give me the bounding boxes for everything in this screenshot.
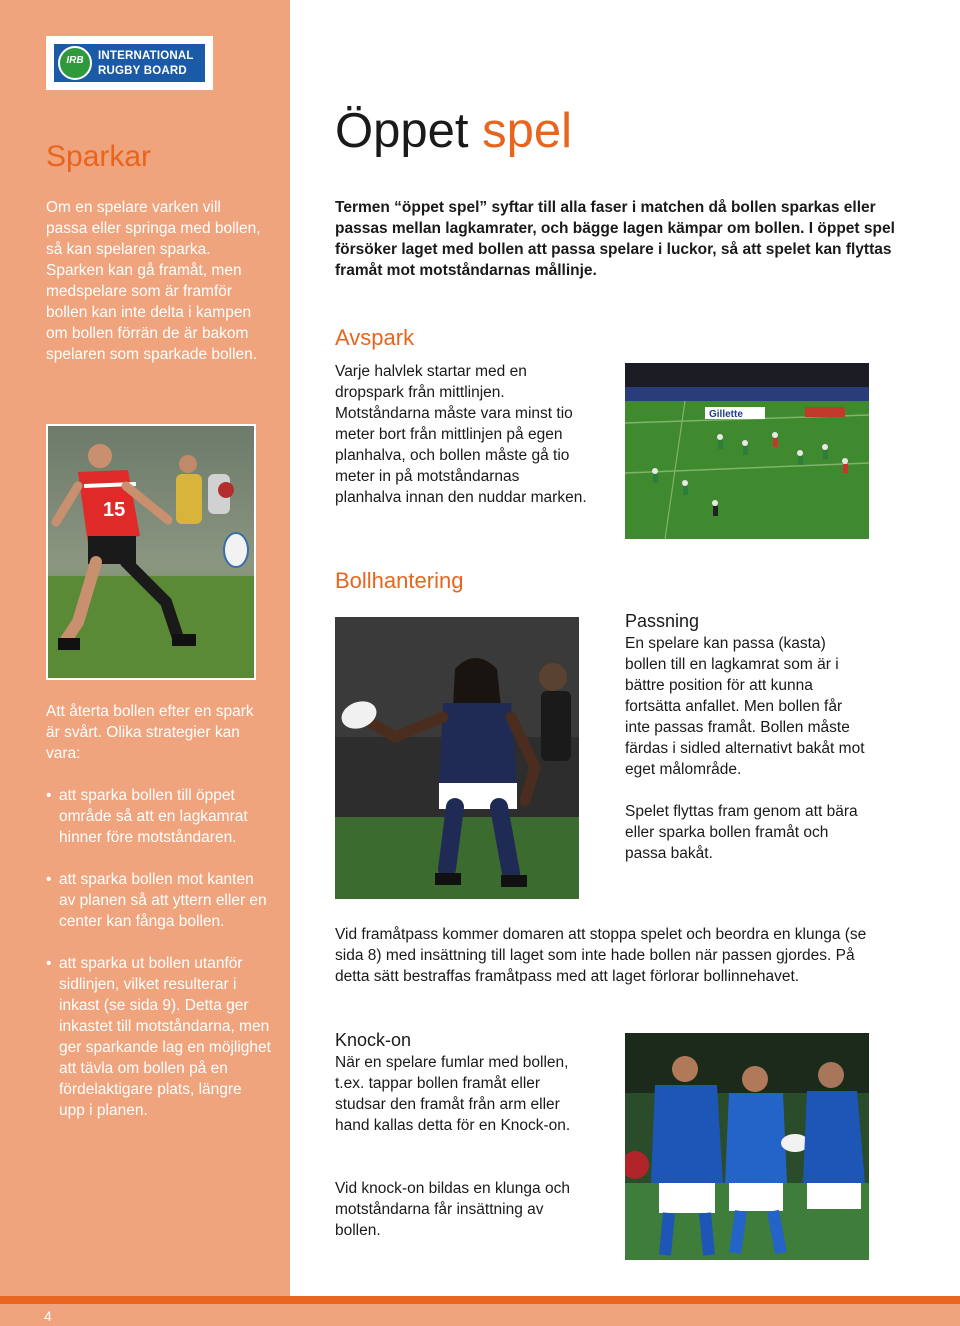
passing-photo-illustration [335,617,579,899]
ad-board-text: Gillette [709,409,743,420]
kickoff-photo [625,363,869,539]
page-title [335,103,572,159]
kick-strategy-list [46,785,271,1142]
knockon-heading: Knock-on [335,1030,412,1050]
irb-logo [46,36,213,90]
list-item-text: att sparka bollen till öppet område så att en lagkamrat hinner före motståndaren. [59,787,248,846]
logo-line1: INTERNATIONAL [98,50,194,62]
knockon-photo-illustration [625,1033,869,1260]
list-item-text: att sparka bollen mot kanten av planen så att yttern eller en center kan fånga bollen. [59,871,267,930]
bullet-icon: • [46,955,52,972]
passning-text-2: Spelet flyttas fram genom att bära eller sparka bollen framåt och passa bakåt. [625,803,858,862]
bullet-icon: • [46,871,52,888]
intro-paragraph: Termen “öppet spel” syftar till alla faser i matchen då bollen sparkas eller passas mellan lagkamrater, och bägge lagen kämpar om bollen. I öppet spel försöker laget med bollen att passa spelare i luckor, så att spelet kan flyttas framåt mot motståndarnas mållinje. [335,199,895,279]
list-item [46,869,271,932]
bullet-icon: • [46,787,52,804]
footer-bar [0,1296,960,1326]
knockon-text-2: Vid knock-on bildas en klunga och motståndarna får insättning av bollen. [335,1180,570,1239]
sidebar-recover-text: Att återta bollen efter en spark är svårt. Olika strategier kan vara: [46,703,254,762]
avspark-text: Varje halvlek startar med en dropspark från mittlinjen. Motståndarna måste vara minst tio meter bort från mittlinjen på egen planhalva, och bollen måste gå tio meter in på motståndarnas planhalva innan den nuddar marken. [335,363,587,506]
page-number: 4 [44,1308,52,1324]
forward-pass-text: Vid framåtpass kommer domaren att stoppa spelet och beordra en klunga (se sida 8) med insättning till laget som inte hade bollen när passen gjordes. På detta sätt bestraffas framåtpass med att laget förlorar bollinnehavet. [335,926,867,985]
passing-photo [335,617,579,899]
sidebar-intro: Om en spelare varken vill passa eller springa med bollen, så kan spelaren sparka. Sparken kan gå framåt, men medspelare som är framför bollen kan inte delta i kampen om bollen förrän de är bakom spelaren som sparkade bollen. [46,199,261,363]
kicker-photo-illustration [48,426,254,678]
knockon-photo [625,1033,869,1260]
kicker-jersey-number: 15 [103,499,126,521]
sidebar-title: Sparkar [46,140,152,173]
logo-line2: RUGBY BOARD [98,65,187,77]
passning-heading: Passning [625,611,700,631]
list-item-text: att sparka ut bollen utanför sidlinjen, vilket resulterar i inkast (se sida 9). Detta ger inkastet till motståndarna, men ger sparkande lag en möjlighet att tävla om bollen på en fördelaktigare plats, längre upp i planen. [59,955,271,1119]
page-title-part2: spel [482,104,572,158]
list-item [46,785,271,848]
kicker-photo [46,424,256,680]
list-item [46,953,271,1121]
knockon-text: När en spelare fumlar med bollen, t.ex. tappar bollen framåt eller studsar den framåt från arm eller hand kallas detta för en Knock-on. [335,1054,571,1134]
bollhantering-heading: Bollhantering [335,568,464,593]
logo-banner [54,44,205,82]
page-title-part1: Öppet [335,104,469,158]
footer-accent-strip [0,1296,960,1304]
logo-badge-text: IRB [66,55,84,66]
passning-text: En spelare kan passa (kasta) bollen till en lagkamrat som är i bättre position för att kunna fortsätta anfallet. Men bollen får inte passas framåt. Bollen måste färdas i sidled alternativt bakåt mot eget målområde. [625,635,865,778]
kickoff-photo-illustration [625,363,869,539]
avspark-heading: Avspark [335,325,415,350]
